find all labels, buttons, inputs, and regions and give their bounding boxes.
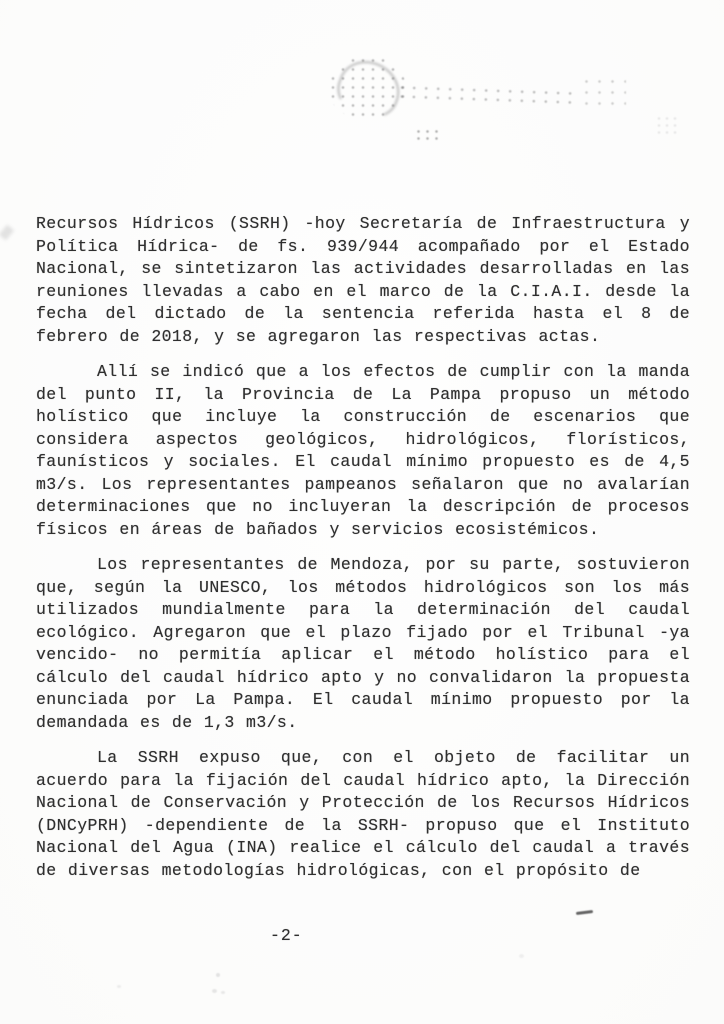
document-text xyxy=(36,213,690,895)
faded-stamp-mark xyxy=(328,52,628,147)
ink-smudge xyxy=(0,225,14,241)
stamp-speckle-tail xyxy=(580,76,626,108)
stamp-speckle-dots xyxy=(414,128,442,140)
scan-speckle xyxy=(519,954,524,958)
paragraph-4: La SSRH expuso que, con el objeto de facilitar un acuerdo para la fijación del caudal hídrico apto, la Dirección Nacional de Conservación y Protección de los Recursos Hídricos (DNCyPRH) -dependiente de la SSRH- propuso que el Instituto Nacional del Agua (INA) realice el cálculo del caudal a través de diversas metodologías hidrológicas, con el propósito de xyxy=(36,748,690,880)
scan-speckle xyxy=(117,985,121,988)
stamp-speckle-cluster xyxy=(328,56,406,120)
scan-speckle xyxy=(212,989,217,993)
stamp-speckle-row xyxy=(396,83,577,107)
page-number: -2- xyxy=(270,926,303,945)
scan-speckle xyxy=(221,991,225,994)
paragraph-1: Recursos Hídricos (SSRH) -hoy Secretaría de Infraestructura y Política Hídrica- de fs. 939/944 acompañado por el Estado Nacional, se sintetizaron las actividades desarrolladas en las reuniones llevadas a cabo en el marco de la C.I.A.I. desde la fecha del dictado de la sentencia referida hasta el 8 de febrero de 2018, y se agregaron las respectivas actas. xyxy=(36,214,690,346)
paragraph-2: Allí se indicó que a los efectos de cumplir con la manda del punto II, la Provincia de La Pampa propuso un método holístico que incluye la construcción de escenarios que considera aspectos geológicos, hidrológicos, florísticos, faunísticos y sociales. El caudal mínimo propuesto es de 4,5 m3/s. Los representantes pampeanos señalaron que no avalarían determinaciones que no incluyeran la descripción de procesos físicos en áreas de bañados y servicios ecosistémicos. xyxy=(36,362,690,539)
pen-dash-mark xyxy=(576,910,593,915)
scan-speckle xyxy=(216,973,220,977)
paragraph-3: Los representantes de Mendoza, por su parte, sostuvieron que, según la UNESCO, los métodos hidrológicos son los más utilizados mundialmente para la determinación del caudal ecológico. Agregaron que el plazo fijado por el Tribunal -ya vencido- no permitía aplicar el método holístico para el cálculo del caudal hídrico apto y no convalidaron la propuesta enunciada por La Pampa. El caudal mínimo propuesto por la demandada es de 1,3 m3/s. xyxy=(36,555,690,732)
stamp-speckle-faint xyxy=(655,115,679,135)
